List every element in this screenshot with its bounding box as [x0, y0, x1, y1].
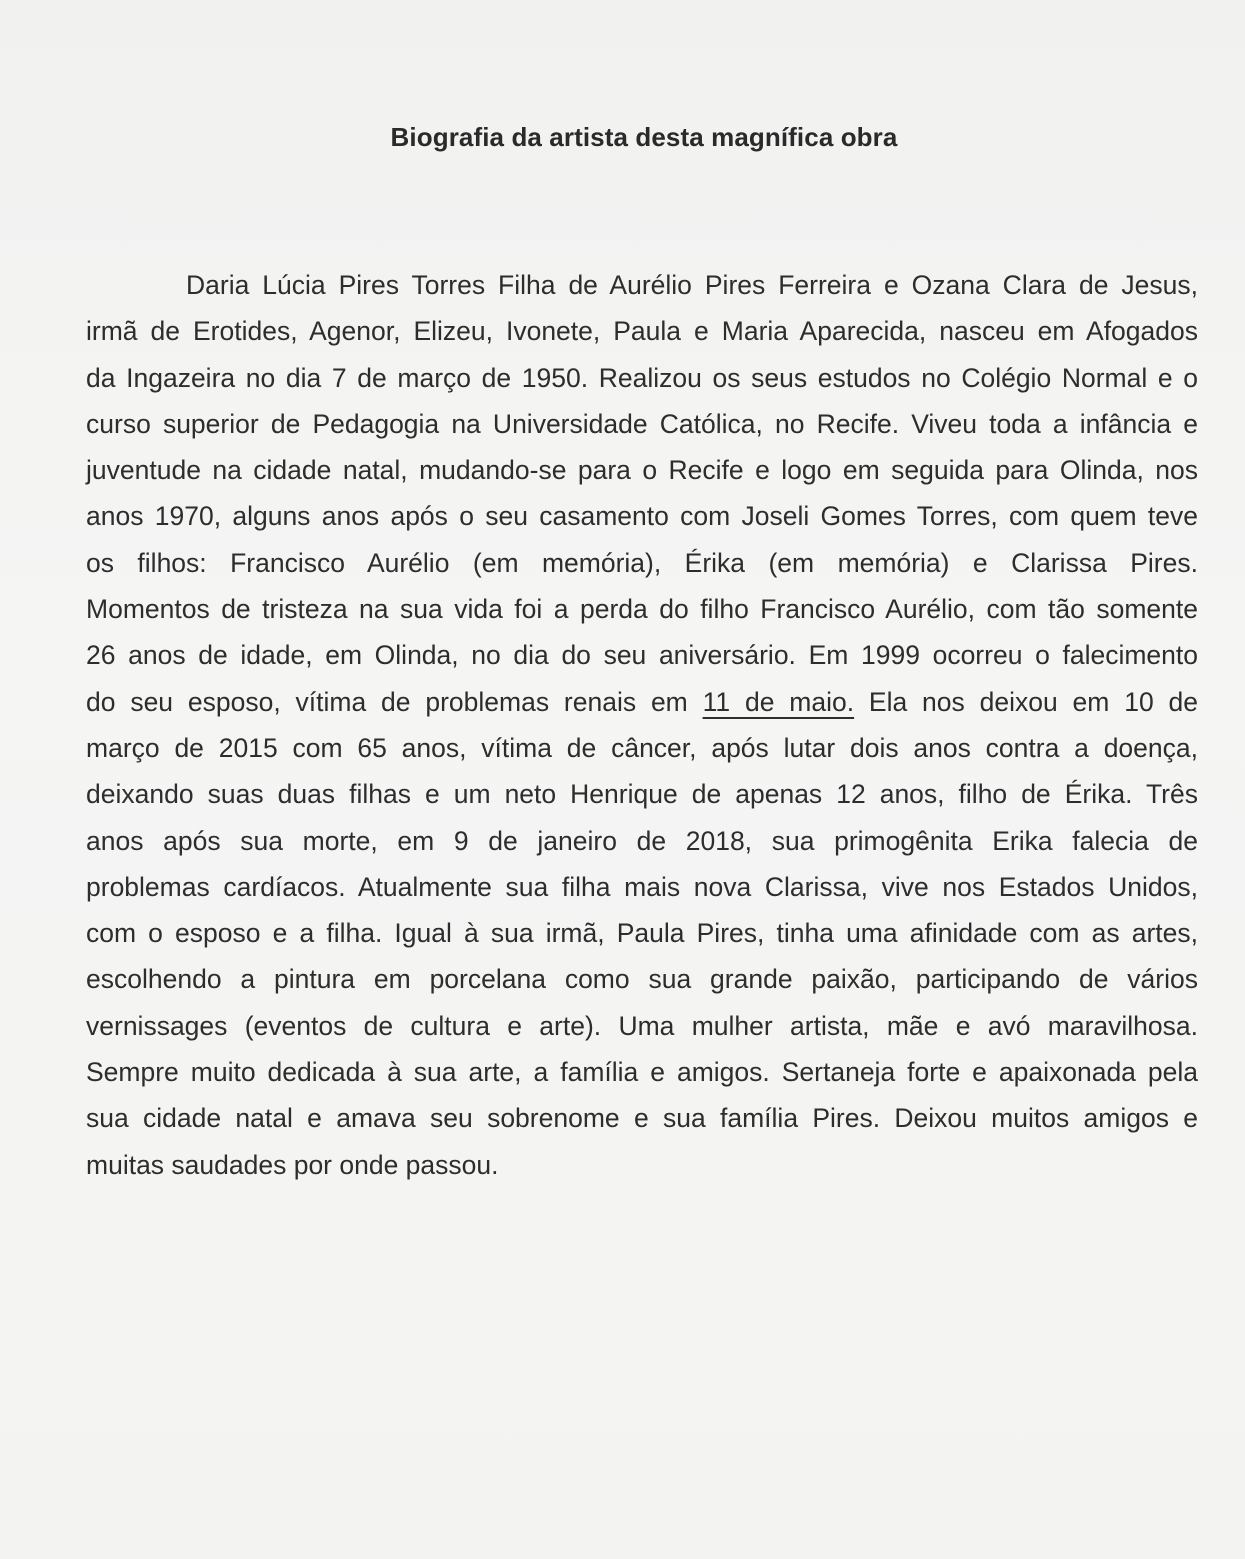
paragraph-line: Sempre muito dedicada à sua arte, a família e amigos. Sertaneja forte e apaixonada pela — [86, 1057, 1198, 1088]
paragraph-line: curso superior de Pedagogia na Universidade Católica, no Recife. Viveu toda a infância e — [86, 408, 1198, 439]
paragraph-line: anos 1970, alguns anos após o seu casamento com Joseli Gomes Torres, com quem teve — [86, 501, 1198, 532]
paragraph-line: 26 anos de idade, em Olinda, no dia do seu aniversário. Em 1999 ocorreu o falecimento — [86, 640, 1198, 671]
paragraph-line: vernissages (eventos de cultura e arte). Uma mulher artista, mãe e avó maravilhosa. — [86, 1010, 1198, 1041]
paragraph-line: muitas saudades por onde passou. — [86, 1149, 499, 1180]
paragraph-line: sua cidade natal e amava seu sobrenome e sua família Pires. Deixou muitos amigos e — [86, 1103, 1198, 1134]
paragraph-line: deixando suas duas filhas e um neto Henrique de apenas 12 anos, filho de Érika. Três — [86, 779, 1198, 810]
document-title: Biografia da artista desta magnífica obra — [390, 122, 898, 152]
paragraph-line: problemas cardíacos. Atualmente sua filha mais nova Clarissa, vive nos Estados Unidos, — [86, 871, 1198, 902]
biography-paragraph — [86, 262, 1198, 1188]
paragraph-line-with-underline — [86, 679, 1198, 725]
paragraph-line: Daria Lúcia Pires Torres Filha de Aurélio Pires Ferreira e Ozana Clara de Jesus, — [186, 270, 1198, 300]
paragraph-line: da Ingazeira no dia 7 de março de 1950. Realizou os seus estudos no Colégio Normal e o — [86, 362, 1198, 393]
paragraph-line: com o esposo e a filha. Igual à sua irmã, Paula Pires, tinha uma afinidade com as artes, — [86, 918, 1198, 949]
paragraph-line: irmã de Erotides, Agenor, Elizeu, Ivonete, Paula e Maria Aparecida, nasceu em Afogados — [86, 316, 1198, 347]
paragraph-line: março de 2015 com 65 anos, vítima de câncer, após lutar dois anos contra a doença, — [86, 732, 1198, 763]
paragraph-line: anos após sua morte, em 9 de janeiro de 2018, sua primogênita Erika falecia de — [86, 825, 1198, 856]
underlined-date: 11 de maio. — [702, 686, 855, 717]
paragraph-line: Momentos de tristeza na sua vida foi a perda do filho Francisco Aurélio, com tão somente — [86, 594, 1198, 625]
line-text-after: Ela nos deixou em 10 de — [854, 686, 1198, 717]
line-text-before: do seu esposo, vítima de problemas renais em — [86, 686, 703, 717]
paragraph-line: escolhendo a pintura em porcelana como sua grande paixão, participando de vários — [86, 964, 1198, 995]
paragraph-line: os filhos: Francisco Aurélio (em memória), Érika (em memória) e Clarissa Pires. — [86, 547, 1198, 578]
paragraph-line: juventude na cidade natal, mudando-se para o Recife e logo em seguida para Olinda, nos — [86, 455, 1198, 486]
